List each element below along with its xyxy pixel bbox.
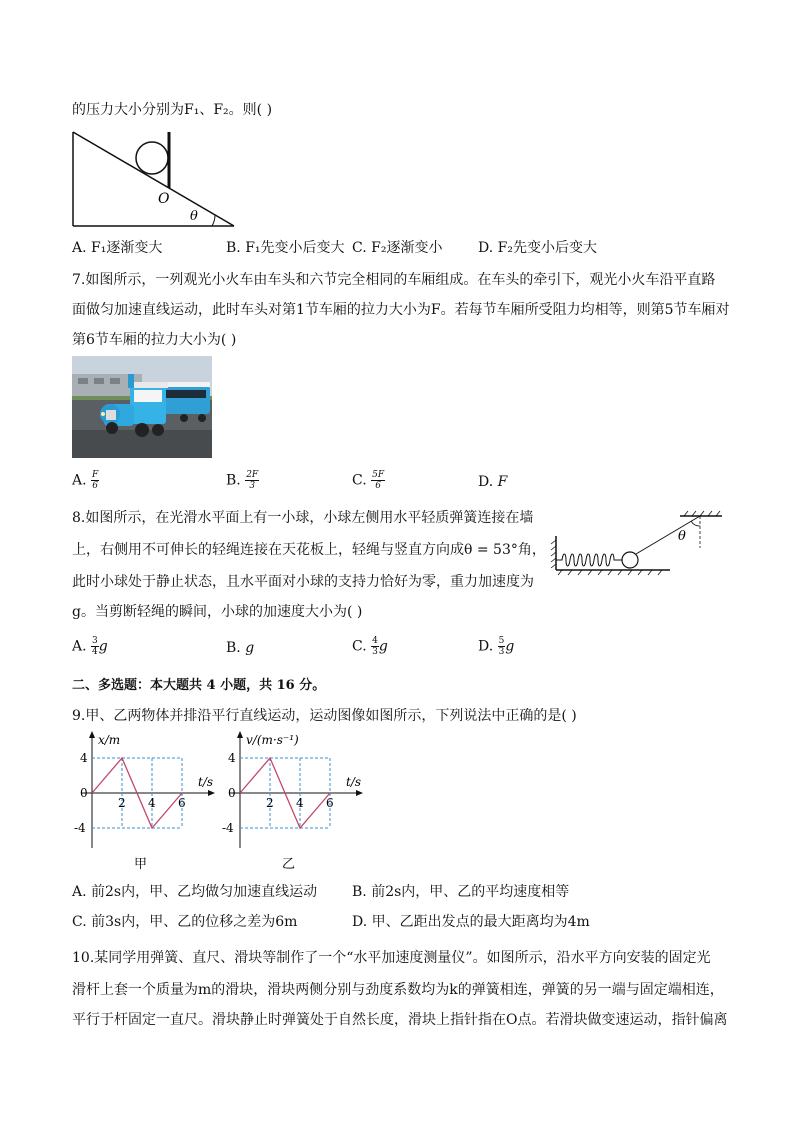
q9-yi-xlabel: t/s <box>346 775 362 789</box>
q9-option-b[interactable]: B. 前2s内，甲、乙的平均速度相等 <box>352 884 570 900</box>
q9-jia-ytick-neg4: -4 <box>74 821 86 835</box>
q6-label-O: O <box>158 191 170 207</box>
q7-option-c-denominator: 6 <box>375 481 381 491</box>
q7-option-c-numerator: 5F <box>372 470 385 480</box>
q7-option-a-prefix: A. <box>72 472 92 489</box>
q7-option-a-fraction <box>91 470 99 491</box>
q8-option-b-prefix: B. <box>226 640 246 656</box>
q8-option-a-prefix: A. <box>72 638 92 655</box>
q8-option-c-numerator: 4 <box>372 636 378 646</box>
q9-jia-xlabel: t/s <box>198 775 214 789</box>
q10-stem-line-3: 平行于杆固定一直尺。滑块静止时弹簧处于自然长度，滑块上指针指在O点。若滑块做变速运动，指针偏离 <box>72 1012 728 1028</box>
q9-jia-xtick-6: 6 <box>178 796 186 810</box>
q9-yi-caption: 乙 <box>282 857 296 872</box>
q8-option-d-numerator: 5 <box>498 636 505 646</box>
q7-option-a[interactable] <box>72 470 99 491</box>
q8-option-d-denominator: 3 <box>498 647 505 657</box>
q8-option-d-prefix: D. <box>478 638 498 655</box>
q6-figure <box>72 130 242 230</box>
q9-yi-xtick-6: 6 <box>326 796 334 810</box>
q8-figure <box>550 508 725 576</box>
q9-option-c[interactable]: C. 前3s内，甲、乙的位移之差为6m <box>72 914 298 930</box>
q6-stem-tail: 的压力大小分别为F₁、F₂。则( ) <box>72 102 273 118</box>
q7-option-b-fraction <box>245 470 259 491</box>
q6-option-a[interactable]: A. F₁逐渐变大 <box>72 240 163 256</box>
q7-stem-line-1: 7.如图所示，一列观光小火车由车头和六节完全相同的车厢组成。在车头的牵引下，观光小火车沿平直路 <box>72 272 716 288</box>
q10-stem-line-2: 滑杆上套一个质量为m的滑块，滑块两侧分别与劲度系数均为k的弹簧相连，弹簧的另一端与固定端相连， <box>72 982 724 998</box>
q8-option-b[interactable] <box>226 638 254 658</box>
q8-option-a-fraction <box>91 636 99 657</box>
q9-jia-ytick-0: 0 <box>80 786 88 800</box>
q8-option-c-prefix: C. <box>352 638 372 655</box>
q7-option-c[interactable] <box>352 470 385 491</box>
q7-option-b-denominator: 3 <box>249 481 256 491</box>
q7-stem-line-3: 第6节车厢的拉力大小为( ) <box>72 332 237 348</box>
q9-graph-yi <box>220 728 370 878</box>
q7-train-photo <box>72 356 212 458</box>
q9-yi-ytick-neg4: -4 <box>222 821 234 835</box>
q9-option-a[interactable]: A. 前2s内，甲、乙均做匀加速直线运动 <box>72 884 318 900</box>
q7-option-d[interactable] <box>478 472 507 492</box>
q8-label-theta: θ <box>678 529 686 544</box>
q9-jia-ylabel: x/m <box>98 733 121 747</box>
q9-yi-ytick-0: 0 <box>228 786 236 800</box>
q9-yi-ytick-4: 4 <box>228 751 236 765</box>
q7-option-d-prefix: D. <box>478 474 498 490</box>
q8-option-c-fraction <box>371 636 379 657</box>
q6-option-b[interactable]: B. F₁先变小后变大 <box>226 240 345 256</box>
q7-option-c-fraction <box>371 470 385 491</box>
q9-graph-jia <box>72 728 222 878</box>
q8-option-c-denominator: 3 <box>372 647 378 657</box>
q8-option-c-unit: g <box>378 638 388 655</box>
q9-yi-xtick-2: 2 <box>266 796 274 810</box>
q9-jia-xtick-4: 4 <box>148 796 156 810</box>
q8-option-a-unit: g <box>98 638 108 655</box>
q8-stem-line-1: 8.如图所示，在光滑水平面上有一小球，小球左侧用水平轻质弹簧连接在墙 <box>72 510 534 526</box>
q7-option-b[interactable] <box>226 470 259 491</box>
q6-label-theta: θ <box>190 209 198 224</box>
q8-stem-line-2: 上，右侧用不可伸长的轻绳连接在天花板上，轻绳与竖直方向成θ = 53°角， <box>72 542 546 558</box>
q7-stem-line-2: 面做匀加速直线运动，此时车头对第1节车厢的拉力大小为F。若每节车厢所受阻力均相等，则第5节车厢对 <box>72 302 730 318</box>
q7-option-a-denominator: 6 <box>92 481 98 491</box>
q9-jia-caption: 甲 <box>134 857 148 872</box>
q9-yi-ylabel: v/(m·s⁻¹) <box>246 733 299 747</box>
q6-option-d[interactable]: D. F₂先变小后变大 <box>478 240 597 256</box>
q8-option-b-unit: g <box>245 640 255 656</box>
q7-option-a-numerator: F <box>92 470 99 480</box>
section-2-title: 二、多选题：本大题共 4 小题，共 16 分。 <box>72 678 326 693</box>
q8-option-a-denominator: 4 <box>92 647 98 657</box>
q8-option-c[interactable] <box>352 636 388 657</box>
q9-option-d[interactable]: D. 甲、乙距出发点的最大距离均为4m <box>352 914 590 930</box>
q7-option-b-numerator: 2F <box>246 470 259 480</box>
q8-option-a-numerator: 3 <box>92 636 98 646</box>
q8-stem-line-4: g。当剪断轻绳的瞬间，小球的加速度大小为( ) <box>72 604 363 620</box>
q7-option-c-prefix: C. <box>352 472 372 489</box>
q7-option-d-value: F <box>497 474 508 490</box>
q10-stem-line-1: 10.某同学用弹簧、直尺、滑块等制作了一个“水平加速度测量仪”。如图所示，沿水平方向安装的固定光 <box>72 950 711 966</box>
q8-option-d-unit: g <box>505 638 515 655</box>
q8-stem-line-3: 此时小球处于静止状态，且水平面对小球的支持力恰好为零，重力加速度为 <box>72 574 534 590</box>
q9-jia-ytick-4: 4 <box>80 751 88 765</box>
q9-stem: 9.甲、乙两物体并排沿平行直线运动，运动图像如图所示，下列说法中正确的是( ) <box>72 708 577 724</box>
q8-option-d[interactable] <box>478 636 514 657</box>
q9-yi-xtick-4: 4 <box>296 796 304 810</box>
q6-option-c[interactable]: C. F₂逐渐变小 <box>352 240 443 256</box>
q8-option-a[interactable] <box>72 636 108 657</box>
q7-option-b-prefix: B. <box>226 472 246 489</box>
q9-jia-xtick-2: 2 <box>118 796 126 810</box>
